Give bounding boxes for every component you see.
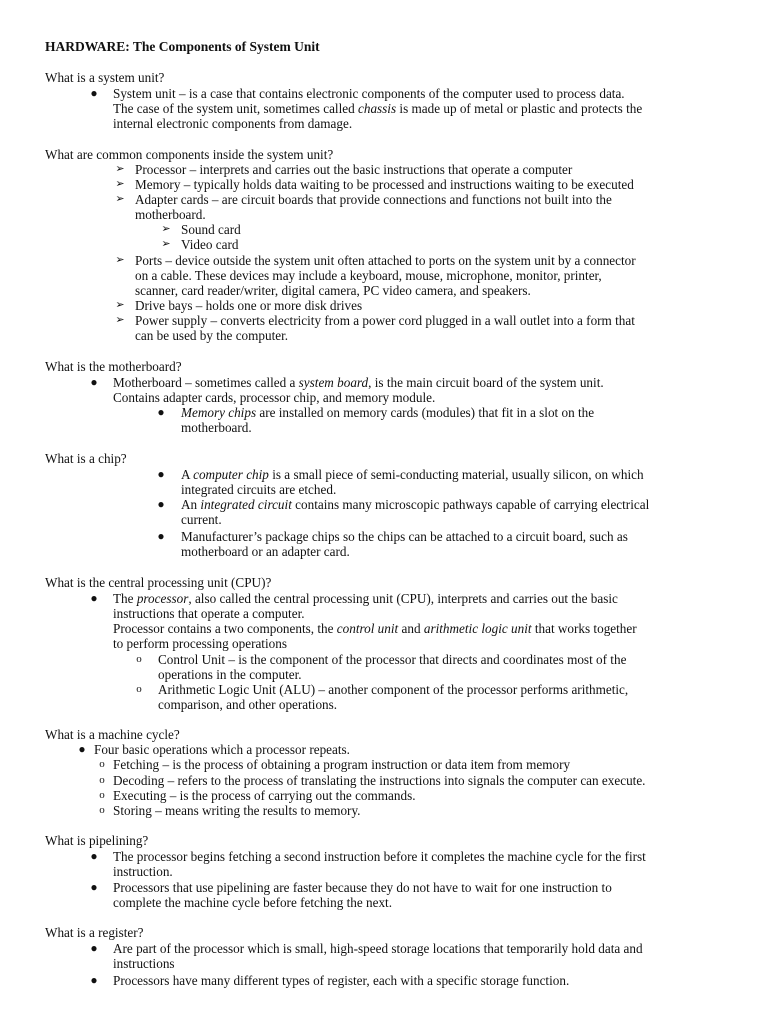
text-line: Storing – means writing the results to memory. <box>113 803 361 818</box>
arrow-bullet-icon: ➢ <box>115 178 125 190</box>
item-video-card: Video card <box>181 237 239 252</box>
item-sound-card: Sound card <box>181 222 241 237</box>
item-memory: Memory – typically holds data waiting to be processed and instructions waiting to be executed <box>135 177 634 192</box>
question-machine-cycle: What is a machine cycle? <box>45 727 180 742</box>
bullet-icon: ● <box>78 742 86 756</box>
text-line: A computer chip is a small piece of semi-conducting material, usually silicon, on which <box>181 467 644 482</box>
text-line: instructions that operate a computer. <box>113 606 305 621</box>
text-line: Contains adapter cards, processor chip, and memory module. <box>113 390 436 405</box>
text-line: internal electronic components from damage. <box>113 116 353 131</box>
circle-bullet-icon: o <box>99 789 105 801</box>
text-line: The case of the system unit, sometimes called chassis is made up of metal or plastic and protects the <box>113 101 643 116</box>
arrow-bullet-icon: ➢ <box>115 193 125 205</box>
text-line: Are part of the processor which is small, high-speed storage locations that temporarily hold data and <box>113 941 643 956</box>
document-title: HARDWARE: The Components of System Unit <box>45 39 320 54</box>
text-line: Control Unit – is the component of the processor that directs and coordinates most of the <box>158 652 627 667</box>
text-line: integrated circuits are etched. <box>181 482 337 497</box>
text-line: motherboard. <box>181 420 252 435</box>
item-ports: Ports – device outside the system unit often attached to ports on the system unit by a connector <box>135 253 636 268</box>
item-processor: Processor – interprets and carries out the basic instructions that operate a computer <box>135 162 573 177</box>
text-line: System unit – is a case that contains electronic components of the computer used to process data. <box>113 86 625 101</box>
text-line: Processors have many different types of register, each with a specific storage function. <box>113 973 570 988</box>
question-system-unit: What is a system unit? <box>45 70 165 85</box>
bullet-icon: ● <box>157 497 165 511</box>
bullet-icon: ● <box>90 973 98 987</box>
bullet-icon: ● <box>90 86 98 100</box>
bullet-icon: ● <box>157 467 165 481</box>
bullet-icon: ● <box>90 375 98 389</box>
arrow-bullet-icon: ➢ <box>115 314 125 326</box>
text-line: Fetching – is the process of obtaining a program instruction or data item from memory <box>113 757 571 772</box>
text-line: Four basic operations which a processor repeats. <box>94 742 350 757</box>
item-power-supply-cont: can be used by the computer. <box>135 328 289 343</box>
text-line: Memory chips are installed on memory cards (modules) that fit in a slot on the <box>181 405 595 420</box>
arrow-bullet-icon: ➢ <box>161 238 171 250</box>
text-line: instruction. <box>113 864 173 879</box>
question-motherboard: What is the motherboard? <box>45 359 182 374</box>
text-line: Arithmetic Logic Unit (ALU) – another component of the processor performs arithmetic, <box>158 682 629 697</box>
circle-bullet-icon: o <box>99 758 105 770</box>
arrow-bullet-icon: ➢ <box>161 223 171 235</box>
arrow-bullet-icon: ➢ <box>115 299 125 311</box>
arrow-bullet-icon: ➢ <box>115 254 125 266</box>
bullet-icon: ● <box>90 941 98 955</box>
bullet-icon: ● <box>157 529 165 543</box>
text-line: operations in the computer. <box>158 667 302 682</box>
arrow-bullet-icon: ➢ <box>115 163 125 175</box>
bullet-icon: ● <box>90 591 98 605</box>
text-line: The processor, also called the central processing unit (CPU), interprets and carries out the basic <box>113 591 618 606</box>
text-line: complete the machine cycle before fetching the next. <box>113 895 393 910</box>
question-pipelining: What is pipelining? <box>45 833 149 848</box>
item-power-supply: Power supply – converts electricity from a power cord plugged in a wall outlet into a form that <box>135 313 635 328</box>
circle-bullet-icon: o <box>99 804 105 816</box>
item-ports-cont: on a cable. These devices may include a keyboard, mouse, microphone, monitor, printer, <box>135 268 602 283</box>
question-chip: What is a chip? <box>45 451 127 466</box>
circle-bullet-icon: o <box>136 683 142 695</box>
text-line: Processors that use pipelining are faster because they do not have to wait for one instruction to <box>113 880 612 895</box>
circle-bullet-icon: o <box>99 774 105 786</box>
text-line: Manufacturer’s package chips so the chips can be attached to a circuit board, such as <box>181 529 628 544</box>
item-ports-cont: scanner, card reader/writer, digital camera, PC video camera, and speakers. <box>135 283 531 298</box>
text-line: motherboard or an adapter card. <box>181 544 350 559</box>
text-line: Executing – is the process of carrying out the commands. <box>113 788 416 803</box>
text-line: Motherboard – sometimes called a system board, is the main circuit board of the system unit. <box>113 375 604 390</box>
text-line: to perform processing operations <box>113 636 287 651</box>
item-adapter-cards-cont: motherboard. <box>135 207 206 222</box>
text-line: comparison, and other operations. <box>158 697 338 712</box>
question-cpu: What is the central processing unit (CPU)? <box>45 575 272 590</box>
circle-bullet-icon: o <box>136 653 142 665</box>
text-line: Processor contains a two components, the control unit and arithmetic logic unit that works together <box>113 621 637 636</box>
bullet-icon: ● <box>90 849 98 863</box>
text-line: current. <box>181 512 222 527</box>
text-line: The processor begins fetching a second instruction before it completes the machine cycle for the first <box>113 849 646 864</box>
text-line: Decoding – refers to the process of translating the instructions into signals the computer can execute. <box>113 773 646 788</box>
item-drive-bays: Drive bays – holds one or more disk drives <box>135 298 363 313</box>
item-adapter-cards: Adapter cards – are circuit boards that provide connections and functions not built into the <box>135 192 612 207</box>
bullet-icon: ● <box>157 405 165 419</box>
question-register: What is a register? <box>45 925 144 940</box>
text-line: An integrated circuit contains many microscopic pathways capable of carrying electrical <box>181 497 650 512</box>
bullet-icon: ● <box>90 880 98 894</box>
question-components: What are common components inside the system unit? <box>45 147 334 162</box>
text-line: instructions <box>113 956 175 971</box>
